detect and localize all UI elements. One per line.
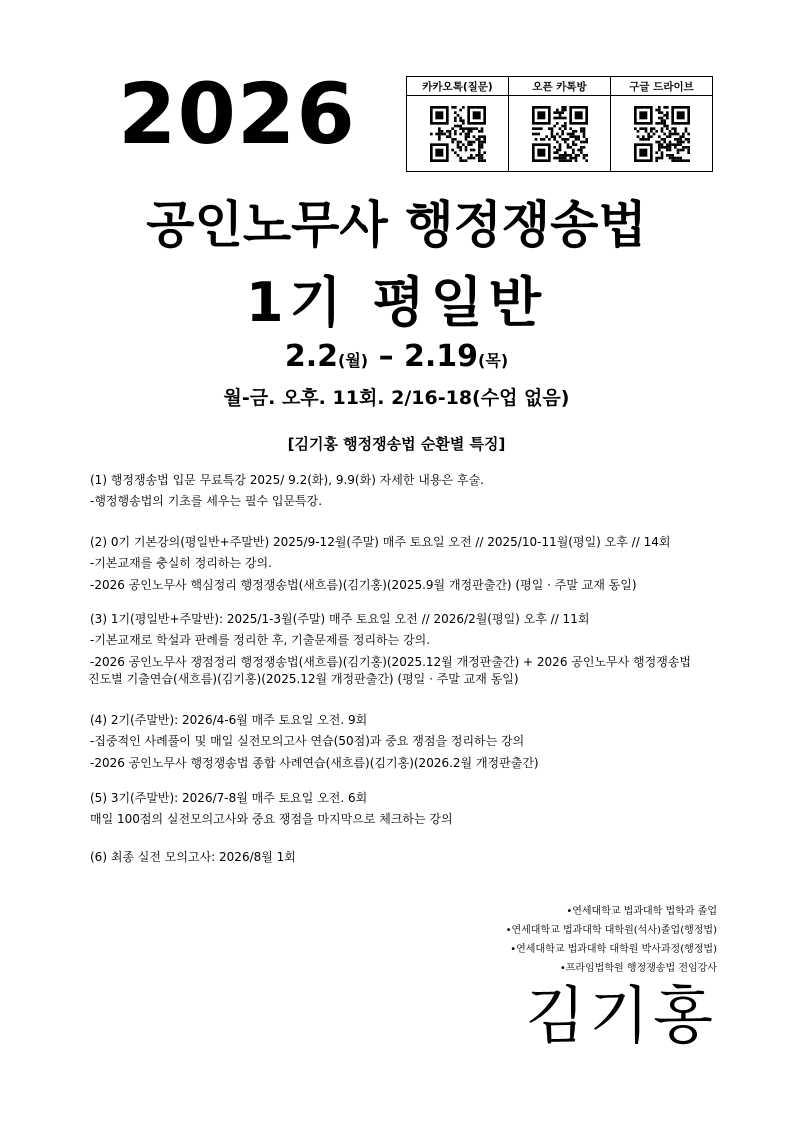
item-line: -2026 공인노무사 쟁점정리 행정쟁송법(새흐름)(김기홍)(2025.12월 개정판출간) + 2026 공인노무사 행정쟁송법 xyxy=(90,654,692,669)
item-line: -기본교재를 충실히 정리하는 강의. xyxy=(90,556,272,571)
list-item xyxy=(90,535,670,592)
qr-column-kakaotalk xyxy=(407,77,508,171)
list-item xyxy=(90,612,691,687)
end-day: (목) xyxy=(478,351,509,370)
credential-line: •프라임법학원 행정쟁송법 전임강사 xyxy=(559,963,717,974)
qr-code-icon[interactable] xyxy=(611,96,712,171)
list-item xyxy=(90,473,484,509)
qr-column-google-drive xyxy=(610,77,712,171)
item-line: -2026 공인노무사 행정쟁송법 종합 사례연습(새흐름)(김기홍)(2026.2월 개정판출간) xyxy=(90,755,539,770)
qr-code-table xyxy=(406,76,713,172)
credential-line: •연세대학교 법과대학 대학원 박사과정(행정법) xyxy=(510,944,717,955)
course-subtitle: 1기 평일반 xyxy=(245,271,548,334)
item-head: (3) 1기(평일반+주말반): 2025/1-3월(주말) 매주 토요일 오전 // 2026/2월(평일) 오후 // 11회 xyxy=(90,612,590,626)
qr-code-icon[interactable] xyxy=(509,96,610,171)
list-item xyxy=(90,791,453,827)
item-head: (2) 0기 기본강의(평일반+주말반) 2025/9-12월(주말) 매주 토요일 오전 // 2025/10-11월(평일) 오후 // 14회 xyxy=(90,535,671,549)
item-line: 매일 100점의 실전모의고사와 중요 쟁점을 마지막으로 체크하는 강의 xyxy=(90,812,453,827)
qr-column-open-chat xyxy=(508,77,610,171)
course-title: 공인노무사 행정쟁송법 xyxy=(146,196,647,254)
item-line: -행정행송법의 기초를 세우는 필수 입문특강. xyxy=(90,494,323,509)
qr-code-icon[interactable] xyxy=(407,96,508,171)
item-line: 진도별 기출연습(새흐름)(김기홍)(2025.12월 개정판출간) (평일 · 주말 교재 동일) xyxy=(88,672,519,687)
section-title: [김기홍 행정쟁송법 순환별 특징] xyxy=(287,435,506,453)
credential-line: •연세대학교 법과대학 법학과 졸업 xyxy=(566,906,717,917)
course-dates xyxy=(0,339,793,374)
list-item xyxy=(90,713,539,770)
instructor-credentials xyxy=(506,902,717,978)
item-head: (1) 행정쟁송법 입문 무료특강 2025/ 9.2(화), 9.9(화) 자세한 내용은 후술. xyxy=(90,473,484,487)
year-heading: 2026 xyxy=(118,65,356,163)
item-line: -집중적인 사례풀이 및 매일 실전모의고사 연습(50점)과 중요 쟁점을 정리하는 강의 xyxy=(90,734,525,749)
start-day: (월) xyxy=(338,351,369,370)
schedule-line: 월-금. 오후. 11회. 2/16-18(수업 없음) xyxy=(223,387,570,409)
item-head: (4) 2기(주말반): 2026/4-6월 매주 토요일 오전. 9회 xyxy=(90,713,368,727)
start-date: 2.2 xyxy=(284,339,339,374)
credential-line: •연세대학교 법과대학 대학원(석사)졸업(행정법) xyxy=(505,925,717,936)
end-date: 2.19 xyxy=(404,339,479,374)
list-item xyxy=(90,850,296,864)
item-head: (5) 3기(주말반): 2026/7-8월 매주 토요일 오전. 6회 xyxy=(90,791,368,805)
item-head: (6) 최종 실전 모의고사: 2026/8월 1회 xyxy=(90,850,296,864)
qr-label: 구글 드라이브 xyxy=(611,77,712,96)
qr-label: 카카오톡(질문) xyxy=(407,77,508,96)
item-line: -기본교재로 학설과 판례를 정리한 후, 기출문제를 정리하는 강의. xyxy=(90,633,431,648)
instructor-signature: 김기홍 xyxy=(525,979,717,1052)
qr-label: 오픈 카톡방 xyxy=(509,77,610,96)
item-line: -2026 공인노무사 핵심정리 행정쟁송법(새흐름)(김기홍)(2025.9월 개정판출간) (평일 · 주말 교재 동일) xyxy=(90,577,637,592)
date-dash: – xyxy=(378,339,394,374)
